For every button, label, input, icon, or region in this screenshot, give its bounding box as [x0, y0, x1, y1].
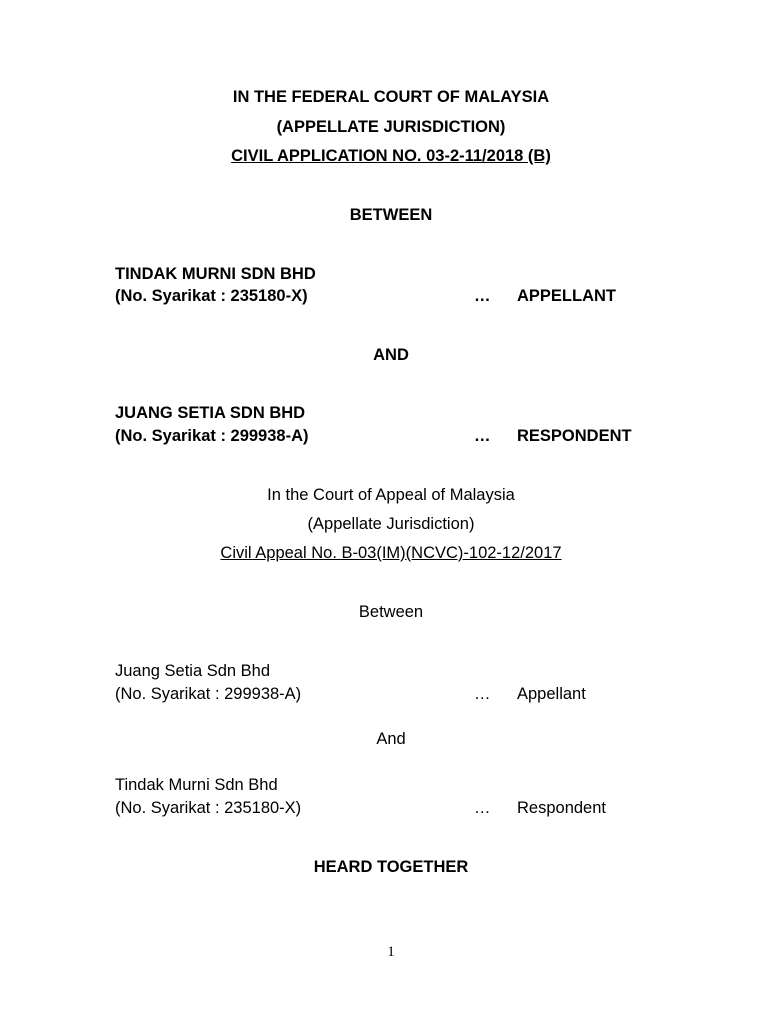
court-title: IN THE FEDERAL COURT OF MALAYSIA — [232, 88, 550, 106]
appeal-respondent-company-no: (No. Syarikat : 235180-X) — [115, 799, 302, 817]
federal-appellant-name: TINDAK MURNI SDN BHD — [115, 265, 316, 283]
appeal-respondent-role: Respondent — [517, 799, 606, 817]
federal-appellant-company-no: (No. Syarikat : 235180-X) — [115, 287, 308, 305]
federal-respondent-name: JUANG SETIA SDN BHD — [115, 404, 306, 422]
page-number: 1 — [387, 944, 395, 960]
appeal-between: Between — [358, 603, 424, 621]
appeal-court-title: In the Court of Appeal of Malaysia — [267, 486, 515, 504]
federal-appellant-role: APPELLANT — [517, 287, 616, 305]
appeal-appellant-company-no: (No. Syarikat : 299938-A) — [115, 685, 302, 703]
appeal-respondent-dots: … — [474, 799, 491, 817]
appeal-appellant-role: Appellant — [517, 685, 586, 703]
appeal-number: Civil Appeal No. B-03(IM)(NCVC)-102-12/2017 — [220, 544, 562, 562]
federal-and: AND — [373, 346, 409, 364]
appeal-jurisdiction: (Appellate Jurisdiction) — [307, 515, 475, 533]
heard-together: HEARD TOGETHER — [313, 858, 469, 876]
jurisdiction-title: (APPELLATE JURISDICTION) — [276, 118, 506, 136]
application-number: CIVIL APPLICATION NO. 03-2-11/2018 (B) — [231, 147, 551, 165]
appeal-appellant-dots: … — [474, 685, 491, 703]
appeal-and: And — [376, 730, 406, 748]
federal-respondent-dots: … — [474, 427, 491, 445]
between-heading: BETWEEN — [349, 206, 433, 224]
federal-appellant-dots: … — [474, 287, 491, 305]
appeal-appellant-name: Juang Setia Sdn Bhd — [115, 662, 271, 680]
federal-respondent-company-no: (No. Syarikat : 299938-A) — [115, 427, 309, 445]
federal-respondent-role: RESPONDENT — [517, 427, 632, 445]
appeal-respondent-name: Tindak Murni Sdn Bhd — [115, 776, 278, 794]
